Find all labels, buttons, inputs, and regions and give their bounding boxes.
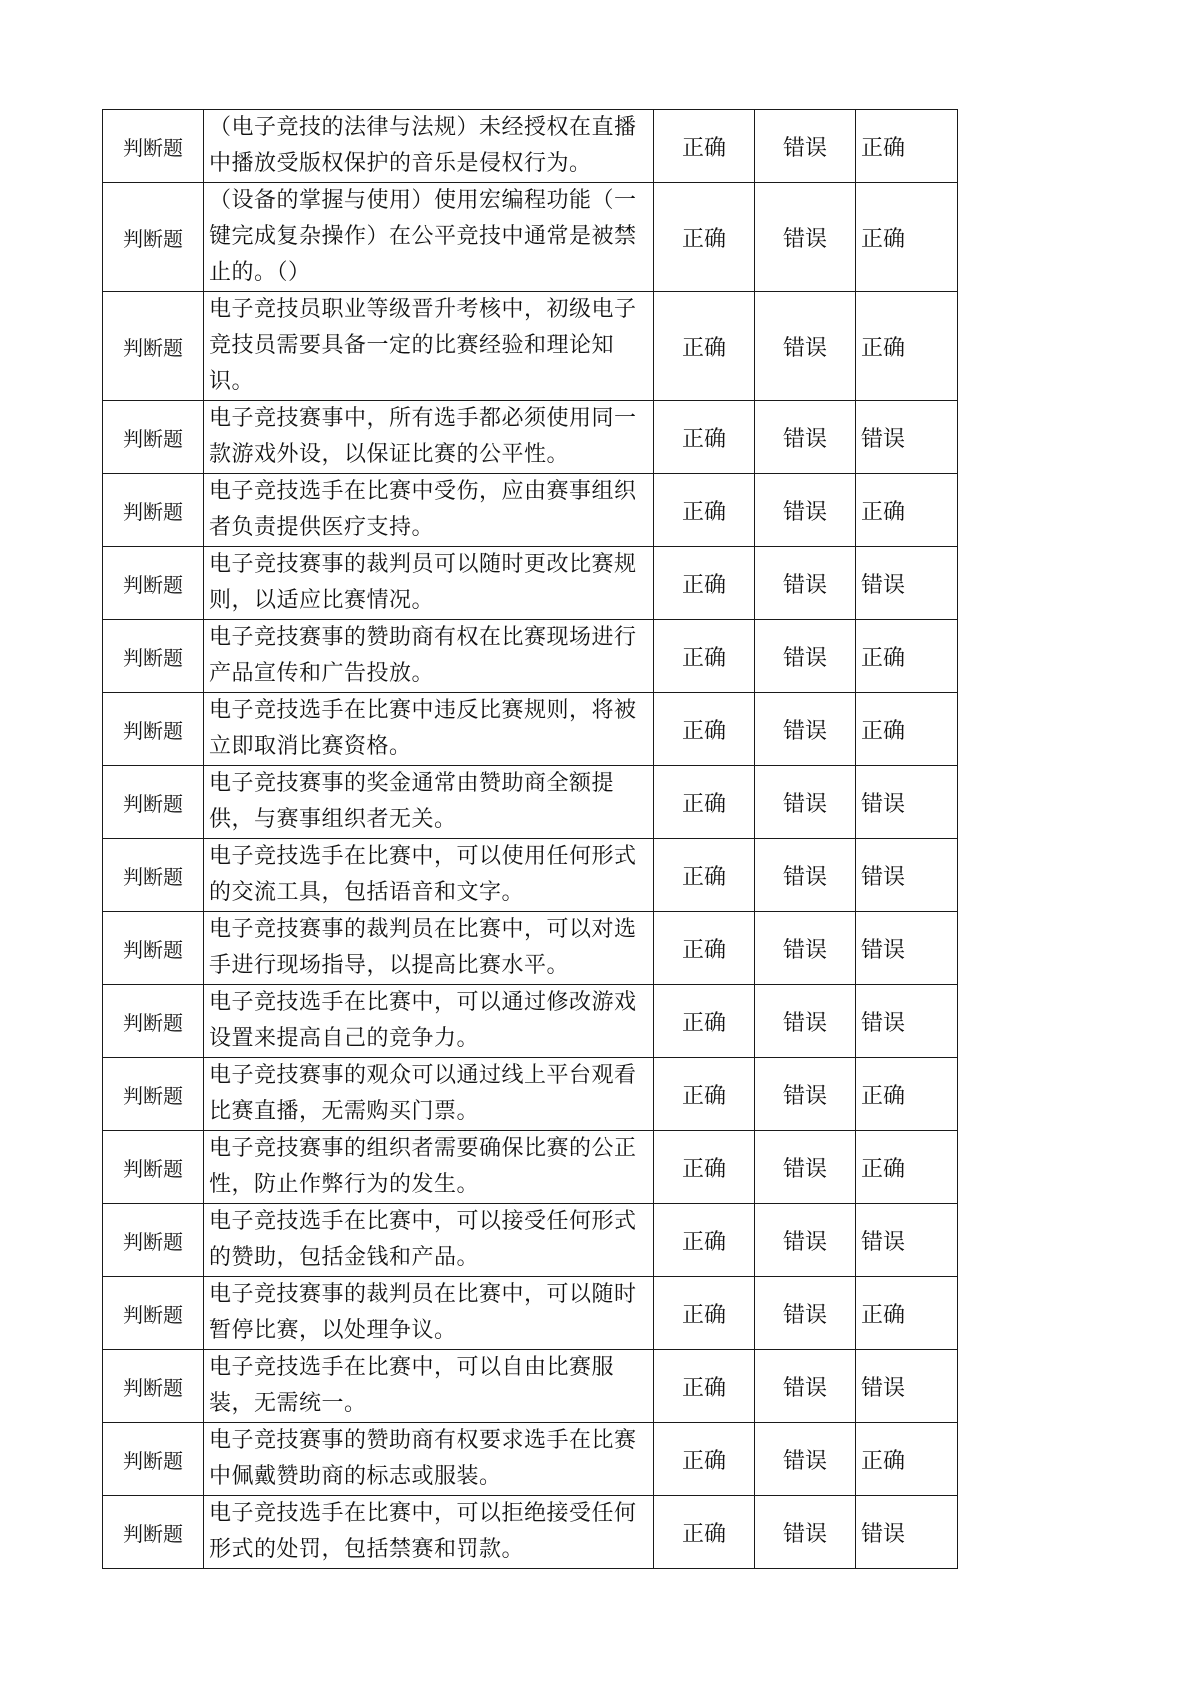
option-a-cell: 正确: [654, 474, 755, 547]
answer-cell: 错误: [856, 547, 958, 620]
question-type-cell: 判断题: [103, 183, 204, 292]
option-b-cell: 错误: [755, 183, 856, 292]
option-b-cell: 错误: [755, 766, 856, 839]
option-a-cell: 正确: [654, 1058, 755, 1131]
question-type-cell: 判断题: [103, 547, 204, 620]
question-text-cell: 电子竞技选手在比赛中受伤，应由赛事组织者负责提供医疗支持。: [204, 474, 654, 547]
question-type-cell: 判断题: [103, 1350, 204, 1423]
option-a-cell: 正确: [654, 1496, 755, 1569]
option-a-cell: 正确: [654, 985, 755, 1058]
option-b-cell: 错误: [755, 401, 856, 474]
table-row: [103, 292, 958, 401]
question-type-cell: 判断题: [103, 1496, 204, 1569]
question-text-cell: 电子竞技赛事的裁判员在比赛中，可以对选手进行现场指导，以提高比赛水平。: [204, 912, 654, 985]
table-row: [103, 1423, 958, 1496]
option-b-cell: 错误: [755, 1496, 856, 1569]
option-b-cell: 错误: [755, 620, 856, 693]
question-text-cell: 电子竞技赛事的裁判员在比赛中，可以随时暂停比赛，以处理争议。: [204, 1277, 654, 1350]
answer-cell: 错误: [856, 1496, 958, 1569]
answer-cell: 正确: [856, 1423, 958, 1496]
answer-cell: 正确: [856, 1131, 958, 1204]
question-type-cell: 判断题: [103, 1277, 204, 1350]
option-b-cell: 错误: [755, 1058, 856, 1131]
question-text-cell: 电子竞技选手在比赛中，可以通过修改游戏设置来提高自己的竞争力。: [204, 985, 654, 1058]
option-b-cell: 错误: [755, 985, 856, 1058]
table-row: [103, 1204, 958, 1277]
option-a-cell: 正确: [654, 1131, 755, 1204]
question-text-cell: 电子竞技赛事的赞助商有权要求选手在比赛中佩戴赞助商的标志或服装。: [204, 1423, 654, 1496]
answer-cell: 正确: [856, 1277, 958, 1350]
question-text-cell: 电子竞技赛事的裁判员可以随时更改比赛规则，以适应比赛情况。: [204, 547, 654, 620]
table-row: [103, 183, 958, 292]
question-text-cell: （设备的掌握与使用）使用宏编程功能（一键完成复杂操作）在公平竞技中通常是被禁止的。（）: [204, 183, 654, 292]
question-type-cell: 判断题: [103, 1131, 204, 1204]
answer-cell: 正确: [856, 693, 958, 766]
question-type-cell: 判断题: [103, 292, 204, 401]
option-b-cell: 错误: [755, 839, 856, 912]
option-a-cell: 正确: [654, 547, 755, 620]
table-row: [103, 620, 958, 693]
answer-cell: 错误: [856, 766, 958, 839]
table-row: [103, 474, 958, 547]
option-b-cell: 错误: [755, 292, 856, 401]
option-a-cell: 正确: [654, 1277, 755, 1350]
question-text-cell: 电子竞技赛事的奖金通常由赞助商全额提供，与赛事组织者无关。: [204, 766, 654, 839]
answer-cell: 错误: [856, 1204, 958, 1277]
question-type-cell: 判断题: [103, 620, 204, 693]
option-b-cell: 错误: [755, 110, 856, 183]
question-type-cell: 判断题: [103, 839, 204, 912]
answer-cell: 错误: [856, 985, 958, 1058]
question-type-cell: 判断题: [103, 1423, 204, 1496]
table-row: [103, 1496, 958, 1569]
table-row: [103, 1350, 958, 1423]
option-a-cell: 正确: [654, 183, 755, 292]
table-row: [103, 547, 958, 620]
table-row: [103, 1131, 958, 1204]
option-a-cell: 正确: [654, 766, 755, 839]
option-a-cell: 正确: [654, 839, 755, 912]
answer-cell: 错误: [856, 912, 958, 985]
table-row: [103, 985, 958, 1058]
option-b-cell: 错误: [755, 693, 856, 766]
option-a-cell: 正确: [654, 1350, 755, 1423]
option-a-cell: 正确: [654, 292, 755, 401]
answer-cell: 错误: [856, 1350, 958, 1423]
option-a-cell: 正确: [654, 401, 755, 474]
question-type-cell: 判断题: [103, 1058, 204, 1131]
question-type-cell: 判断题: [103, 474, 204, 547]
option-a-cell: 正确: [654, 912, 755, 985]
option-a-cell: 正确: [654, 620, 755, 693]
quiz-table: [102, 109, 958, 1569]
answer-cell: 正确: [856, 292, 958, 401]
answer-cell: 正确: [856, 620, 958, 693]
question-text-cell: 电子竞技选手在比赛中，可以拒绝接受任何形式的处罚，包括禁赛和罚款。: [204, 1496, 654, 1569]
question-type-cell: 判断题: [103, 401, 204, 474]
answer-cell: 错误: [856, 401, 958, 474]
table-row: [103, 839, 958, 912]
table-row: [103, 693, 958, 766]
quiz-table-body: [103, 110, 958, 1569]
option-b-cell: 错误: [755, 1277, 856, 1350]
table-row: [103, 766, 958, 839]
question-text-cell: 电子竞技选手在比赛中，可以接受任何形式的赞助，包括金钱和产品。: [204, 1204, 654, 1277]
table-row: [103, 1058, 958, 1131]
option-a-cell: 正确: [654, 1204, 755, 1277]
table-row: [103, 401, 958, 474]
option-b-cell: 错误: [755, 547, 856, 620]
question-text-cell: 电子竞技赛事的组织者需要确保比赛的公正性，防止作弊行为的发生。: [204, 1131, 654, 1204]
answer-cell: 错误: [856, 839, 958, 912]
question-text-cell: 电子竞技选手在比赛中，可以自由比赛服装，无需统一。: [204, 1350, 654, 1423]
question-text-cell: 电子竞技赛事中，所有选手都必须使用同一款游戏外设，以保证比赛的公平性。: [204, 401, 654, 474]
answer-cell: 正确: [856, 110, 958, 183]
table-row: [103, 1277, 958, 1350]
option-a-cell: 正确: [654, 693, 755, 766]
option-b-cell: 错误: [755, 1350, 856, 1423]
answer-cell: 正确: [856, 474, 958, 547]
question-text-cell: 电子竞技选手在比赛中违反比赛规则，将被立即取消比赛资格。: [204, 693, 654, 766]
question-type-cell: 判断题: [103, 766, 204, 839]
option-b-cell: 错误: [755, 1204, 856, 1277]
table-row: [103, 110, 958, 183]
option-b-cell: 错误: [755, 912, 856, 985]
question-type-cell: 判断题: [103, 693, 204, 766]
question-text-cell: 电子竞技赛事的观众可以通过线上平台观看比赛直播，无需购买门票。: [204, 1058, 654, 1131]
option-a-cell: 正确: [654, 1423, 755, 1496]
option-b-cell: 错误: [755, 1131, 856, 1204]
option-a-cell: 正确: [654, 110, 755, 183]
table-row: [103, 912, 958, 985]
option-b-cell: 错误: [755, 474, 856, 547]
question-text-cell: 电子竞技赛事的赞助商有权在比赛现场进行产品宣传和广告投放。: [204, 620, 654, 693]
option-b-cell: 错误: [755, 1423, 856, 1496]
question-type-cell: 判断题: [103, 110, 204, 183]
question-text-cell: （电子竞技的法律与法规）未经授权在直播中播放受版权保护的音乐是侵权行为。: [204, 110, 654, 183]
question-type-cell: 判断题: [103, 912, 204, 985]
answer-cell: 正确: [856, 183, 958, 292]
question-type-cell: 判断题: [103, 985, 204, 1058]
question-text-cell: 电子竞技员职业等级晋升考核中，初级电子竞技员需要具备一定的比赛经验和理论知识。: [204, 292, 654, 401]
question-type-cell: 判断题: [103, 1204, 204, 1277]
question-text-cell: 电子竞技选手在比赛中，可以使用任何形式的交流工具，包括语音和文字。: [204, 839, 654, 912]
answer-cell: 正确: [856, 1058, 958, 1131]
